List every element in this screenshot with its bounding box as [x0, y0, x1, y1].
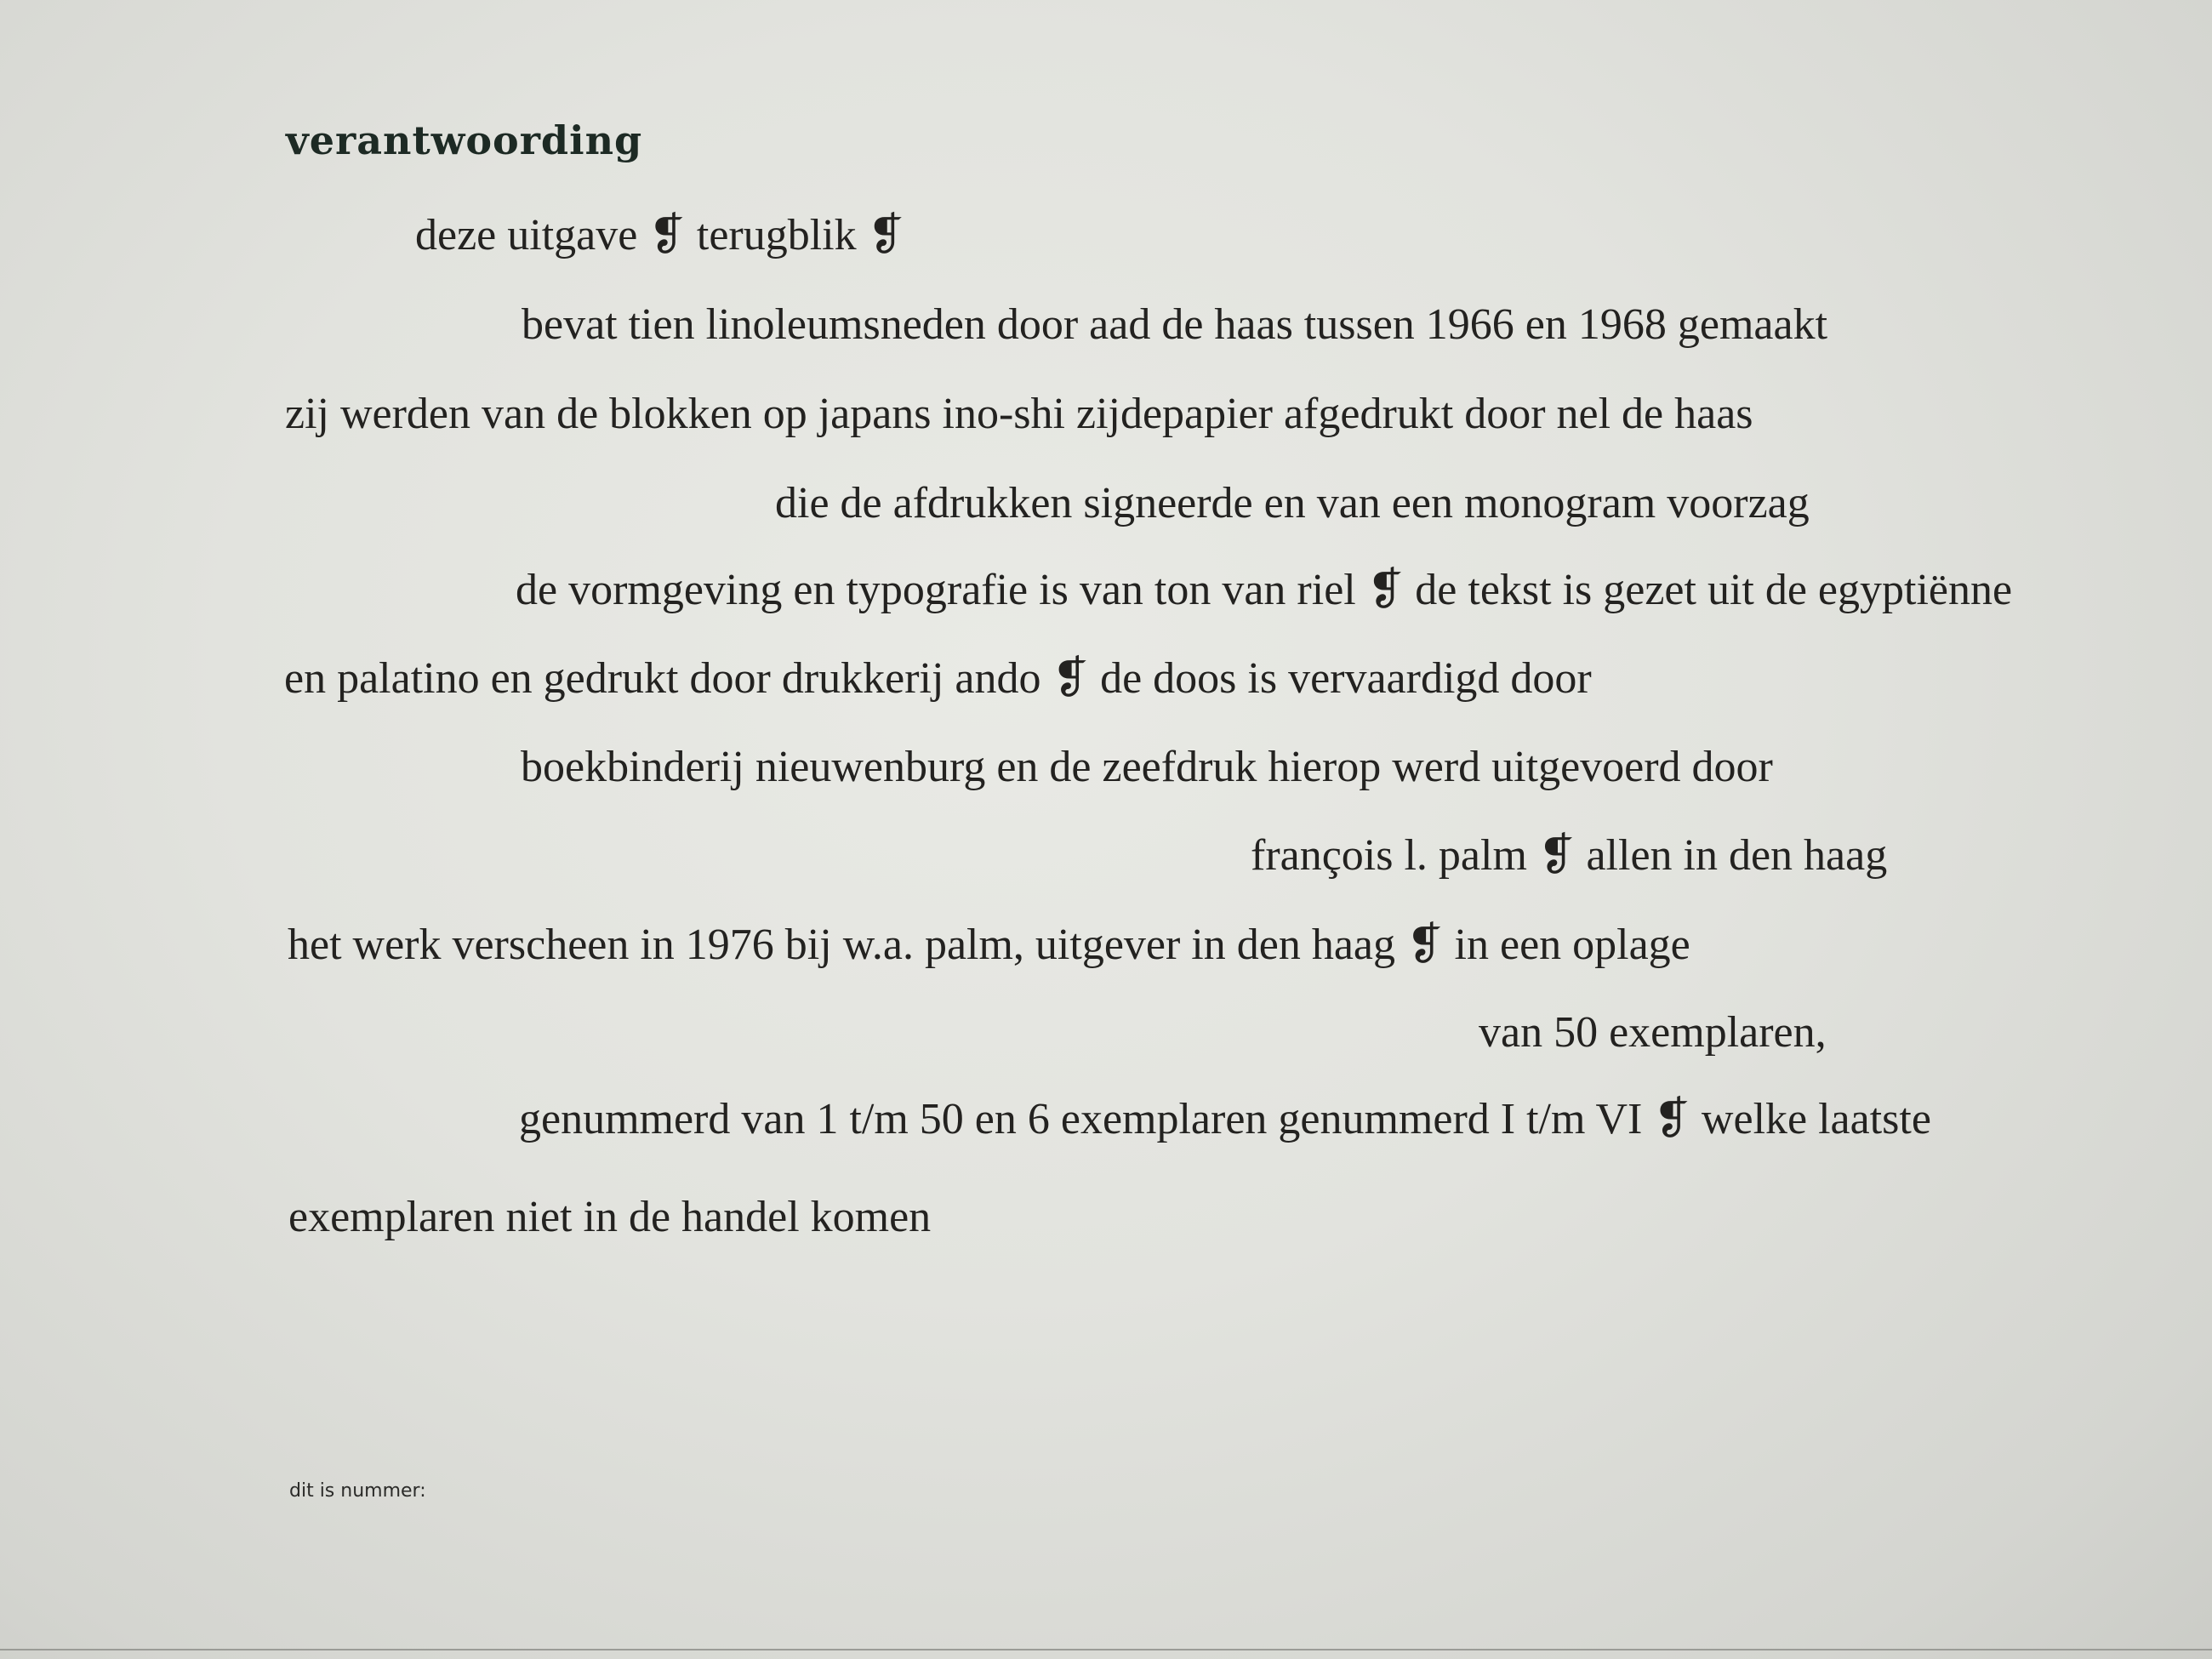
text-line: het werk verscheen in 1976 bij w.a. palm, uitgever in den haag ❡ in een oplage — [288, 921, 1690, 969]
page-bottom-edge — [0, 1649, 2212, 1650]
text-line: bevat tien linoleumsneden door aad de haas tussen 1966 en 1968 gemaakt — [522, 300, 1828, 349]
text-line: de vormgeving en typografie is van ton van riel ❡ de tekst is gezet uit de egyptiënne — [516, 566, 2013, 614]
copy-number-label: dit is nummer: — [289, 1480, 426, 1502]
text-line: zij werden van de blokken op japans ino-shi zijdepapier afgedrukt door nel de haas — [285, 390, 1753, 438]
text-line: genummerd van 1 t/m 50 en 6 exemplaren genummerd I t/m VI ❡ welke laatste — [519, 1095, 1931, 1143]
text-line: en palatino en gedrukt door drukkerij ando ❡ de doos is vervaardigd door — [284, 654, 1592, 703]
text-line: françois l. palm ❡ allen in den haag — [1251, 831, 1888, 880]
text-line: deze uitgave ❡ terugblik ❡ — [415, 211, 905, 259]
page-heading: verantwoording — [286, 117, 643, 163]
text-line: boekbinderij nieuwenburg en de zeefdruk hierop werd uitgevoerd door — [521, 743, 1773, 791]
text-line: die de afdrukken signeerde en van een monogram voorzag — [775, 479, 1810, 527]
text-line: exemplaren niet in de handel komen — [288, 1193, 932, 1241]
text-line: van 50 exemplaren, — [1479, 1008, 1827, 1057]
